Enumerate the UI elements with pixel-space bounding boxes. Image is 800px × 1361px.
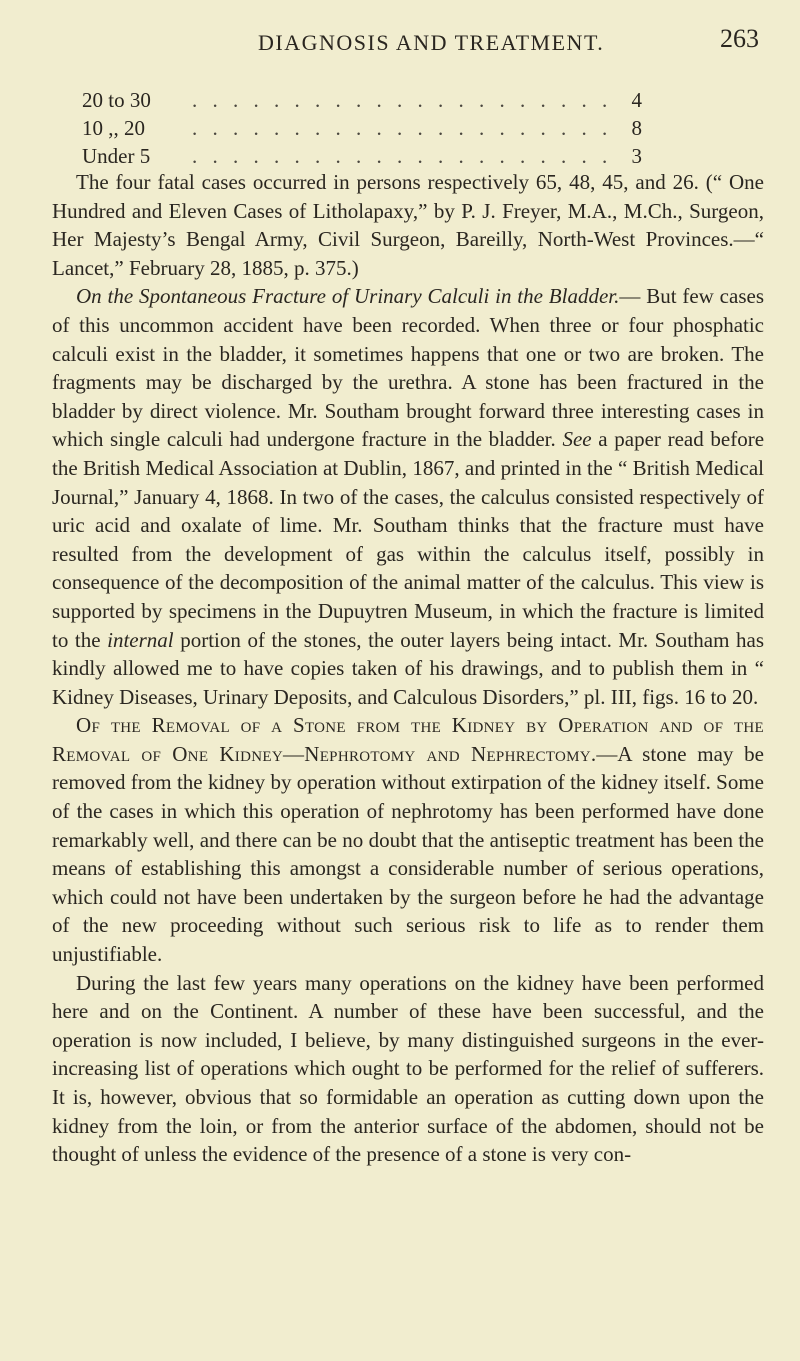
running-head: DIAGNOSIS AND TREATMENT.	[258, 30, 605, 55]
section-heading-spontaneous-fracture: On the Spontaneous Fracture of Urinary Calculi in the Bladder.	[76, 284, 620, 309]
table-row	[82, 114, 642, 142]
paragraph-kidney-operations: During the last few years many operations on the kidney have been performed here and on the Continent. A number of these have been successful, and the operation is now included, I believe, by many distinguished surgeons in the ever-increasing list of operations which ought to be performed for the relief of sufferers. It is, however, obvious that so formidable an operation as cutting down upon the kidney from the loin, or from the anterior surface of the abdomen, should not be thought of unless the evidence of the presence of a stone is very con-	[52, 970, 764, 1167]
mortality-table	[82, 86, 642, 170]
dot-leader: . . . . . . . . . . . . . . . . . . . . .	[192, 116, 613, 140]
table-row	[82, 86, 642, 114]
body-text	[52, 168, 764, 1169]
case-count: 3	[631, 144, 642, 168]
paragraph-fatal-cases: The four fatal cases occurred in persons respectively 65, 48, 45, and 26. (“ One Hundred and Eleven Cases of Litholapaxy,” by P. J. Freyer, M.A., M.Ch., Surgeon, Her Majesty’s Bengal Army, Civil Surgeon, Bareilly, North-West Provinces.—“ Lancet,” February 28, 1885, p. 375.)	[52, 170, 764, 280]
paragraph-spontaneous-fracture: On the Spontaneous Fracture of Urinary Calculi in the Bladder.— But few cases of this uncommon accident have been recorded. When three or four phosphatic calculi exist in the bladder, it sometimes happens that one or two are broken. The fragments may be discharged by the urethra. A stone has been fractured in the bladder by direct violence. Mr. Southam brought forward three interesting cases in which single calculi had undergone fracture in the bladder. See a paper read before the British Medical Association at Dublin, 1867, and printed in the “ British Medical Journal,” January 4, 1868. In two of the cases, the calculus consisted respectively of uric acid and oxalate of lime. Mr. Southam thinks that the fracture must have resulted from the development of gas within the calculus itself, possibly in consequence of the decomposition of the animal matter of the calculus. This view is supported by specimens in the Dupuytren Museum, in which the fracture is limited to the internal portion of the stones, the outer layers being intact. Mr. Southam has kindly allowed me to have copies taken of his drawings, and to publish them in “ Kidney Diseases, Urinary Deposits, and Calculous Disorders,” pl. III, figs. 16 to 20.	[52, 284, 765, 709]
case-count: 4	[631, 88, 642, 112]
dot-leader: . . . . . . . . . . . . . . . . . . . . .	[192, 144, 613, 168]
table-row	[82, 142, 642, 170]
section-heading-nephrotomy: Of the Removal of a Stone from the Kidney by Operation and of the Removal of One Kidney—Nephrotomy and Nephrectomy.	[52, 713, 764, 766]
case-count: 8	[631, 116, 642, 140]
age-range: 20 to 30	[82, 88, 151, 112]
dot-leader: . . . . . . . . . . . . . . . . . . . . .	[192, 88, 613, 112]
paragraph-nephrotomy: Of the Removal of a Stone from the Kidney by Operation and of the Removal of One Kidney—Nephrotomy and Nephrectomy.—A stone may be removed from the kidney by operation without extirpation of the kidney itself. Some of the cases in which this operation of nephrotomy has been performed have done remarkably well, and there can be no doubt that the antiseptic treatment has been the means of establishing this amongst a considerable number of serious operations, which could not have been undertaken by the surgeon before he had the advantage of the new proceeding without such serious risk to life as to render them unjustifiable.	[52, 713, 764, 967]
age-range: 10 ,, 20	[82, 116, 145, 140]
page-number: 263	[720, 24, 759, 53]
age-range: Under 5	[82, 144, 151, 168]
